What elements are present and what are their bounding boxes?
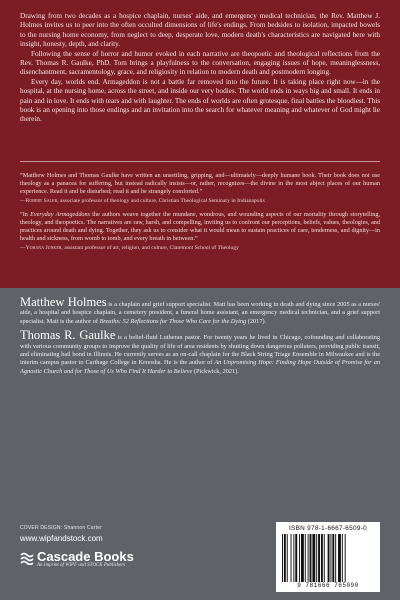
barcode-digits: 9 781666 765090 — [297, 582, 359, 589]
barcode-bar — [308, 534, 309, 582]
author-name: Thomas R. Gaulke — [20, 328, 116, 343]
bio-text-end: (2017). — [246, 317, 267, 325]
endorsement-attribution — [20, 197, 380, 205]
author-bio — [20, 295, 381, 326]
endorsements — [0, 166, 400, 252]
barcode-bar — [324, 534, 325, 582]
book-title: Everyday Armageddons — [30, 211, 91, 218]
bio-text-end: (Pickwick, 2021). — [192, 367, 239, 375]
barcode-bar — [330, 534, 331, 582]
isbn-barcode — [276, 522, 380, 592]
endorser-affiliation: associate professor of theology and culture, Christian Theological Seminary in Indianapolis — [59, 198, 265, 204]
endorsement-quote — [20, 211, 380, 243]
barcode-bar — [342, 534, 343, 582]
barcode-bar — [338, 534, 341, 582]
barcode-bar — [316, 534, 317, 582]
quote-text: the authors weave together the mundane, wondrous, and wounding aspects of our mortality through storytelling, theology, and theopoetics. The narratives are raw, harsh, and compelling, inviting us to confront our perceptions, beliefs, values, theologies, and practices around death and dying. Together, they ask us to consider what it would mean to sustain practices of care, tenderness, and dignity—in health and sickness, from womb to tomb, and every breath in between.” — [20, 211, 380, 242]
barcode-bar — [291, 534, 292, 582]
barcode-bar — [284, 534, 286, 582]
endorsement — [20, 172, 380, 205]
author-name: Matthew Holmes — [20, 295, 107, 309]
barcode-bar — [282, 534, 283, 582]
endorsement — [20, 211, 380, 252]
description-paragraph-2: Following the sense of horror and humor evoked in each narrative are theopoetic and theological reflections from the Rev. Thomas R. Gaulke, PhD. Tom brings a playfulness to the conversation, engaging issues of hope, meaninglessness, disenchantment, sacramentology, grace, and religiosity in relation to modern death and postmodern longing. — [20, 49, 380, 77]
barcode-bar — [301, 534, 304, 582]
endorser-name: —Yohana Junker, — [20, 245, 63, 251]
endorsement-attribution — [20, 244, 380, 252]
barcode-bar — [295, 534, 297, 582]
barcode-bar — [299, 534, 300, 582]
endorser-affiliation: assistant professor of art, religion, and culture, Claremont School of Theology — [64, 245, 239, 251]
publisher-imprint: An Imprint of WIPF and STOCK Publishers — [37, 563, 126, 568]
publisher-name: Cascade Books — [37, 549, 134, 564]
barcode-bar — [318, 534, 320, 582]
endorser-name: —Robert Saler, — [20, 198, 59, 204]
bio-text: is a belief-fluid Lutheran pastor. For twenty years he lived in Chicago, cofounding and collaborating with various community groups to improve the quality of life of area residents by shutting down dangerous polluters, providing public transit, and eliminating bail bond in Illinois. He currently serves as an on-call chaplain for the Black String Triage Ensemble in Milwaukee and is the interim campus pastor to Carthage College in Kenosha. He is the author of — [20, 334, 380, 367]
bio-text: is a chaplain and grief support specialist. Matt has been working in death and dying since 2005 as a nurses' aide, a hospital and hospice chaplain, a cemetery president, a funeral home assistant, an emergency medical technician, and a grief support specialist. Matt is the author of — [20, 301, 381, 325]
barcode-bar — [335, 534, 336, 582]
author-book-title: Breaths: 52 Reflections for Those Who Care for the Dying — [99, 317, 247, 325]
author-book-title: An Unpromising Hope: Finding Hope Outside of Promise for an Agnostic Church and for Those of Us Who Find It Harder to Believe — [20, 359, 380, 375]
description-paragraph-1: Drawing from two decades as a hospice chaplain, nurses' aide, and emergency medical technician, the Rev. Matthew J. Holmes invites us to peer into the often occulted dimensions of life's endings. From bedsides to isolation, impacted bowels to the nursing home economy, from neglect to deep, desperate love, modern death's characteristics are navigated here with insight, honesty, depth, and clarity. — [20, 12, 380, 49]
description-paragraph-3: Every day, worlds end. Armageddon is not a battle far removed into the future. It is taking place right now—in the hospital, at the nursing home, across the street, and inside our very bodies. The world ends in ways big and small. It ends in pain and in love. It ends with tears and with laughter. The ends of worlds are often grotesque, final battles the bloodiest. This book is an opening into those endings and an invitation into the search for whatever meaning and whatever of God might lie therein. — [20, 77, 380, 124]
endorsement-quote: “Matthew Holmes and Thomas Gaulke have written an unsettling, gripping, and—ultimately—deeply humane book. Their book does not use theology as a panacea for suffering, but instead radically insists—or, rather, recognizes—the divine in the most abject places of our human experience. Read it and be disturbed; read it and be strangely comforted.” — [20, 172, 380, 195]
barcode-bar — [328, 534, 330, 582]
cover-design-credit: COVER DESIGN: Shannon Carter — [20, 525, 103, 531]
barcode-bar — [312, 534, 315, 582]
publisher-website[interactable]: www.wipfandstock.com — [20, 534, 103, 543]
barcode-bar — [310, 534, 312, 582]
cascade-logo-icon — [20, 551, 34, 565]
barcode-bar — [287, 534, 288, 582]
barcode-bar — [293, 534, 294, 582]
author-bio — [20, 328, 380, 376]
barcode-icon — [282, 534, 374, 582]
footer — [0, 520, 400, 600]
barcode-bar — [305, 534, 306, 582]
barcode-bar — [321, 534, 323, 582]
barcode-bar — [345, 534, 346, 582]
isbn-number: ISBN 978-1-6667-6509-0 — [288, 525, 367, 532]
publisher-logo — [20, 549, 140, 571]
quote-prefix: “In — [20, 211, 31, 218]
section-divider — [20, 161, 380, 162]
barcode-bar — [332, 534, 334, 582]
